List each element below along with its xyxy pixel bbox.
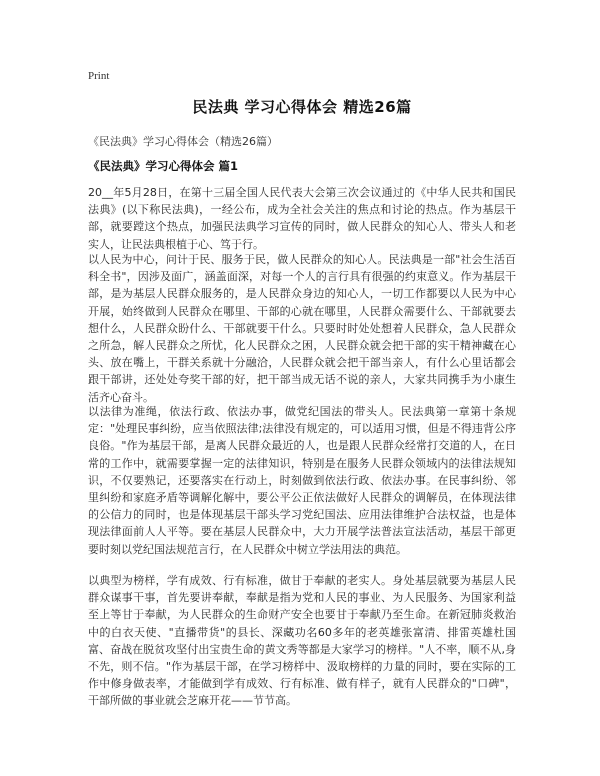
body-paragraph-3: 以法律为准绳，依法行政、依法办事，做党纪国法的带头人。民法典第一章第十条规定："处理民事纠纷，应当依照法律;法律没有规定的，可以适用习惯，但是不得违背公序良俗。"作为基层干部，是离人民群众最近的人，也是跟人民群众经常打交道的人，在日常的工作中，就需要掌握一定的法律知识，特别是在服务人民群众领域内的法律法规知识，不仅要熟记，还要落实在行动上，时刻做到依法行政、依法办事。在民事纠纷、邻里纠纷和家庭矛盾等调解化解中，要公平公正依法做好人民群众的调解员，在体现法律的公信力的同时，也是体现基层干部头学习党纪国法、应用法律维护合法权益，也是体现法律面前人人平等。要在基层人民群众中，大力开展学法普法宣法活动，基层干部更要时刻以党纪国法规范言行，在人民群众中树立学法用法的典范。 <box>88 405 516 556</box>
document-title: 民法典 学习心得体会 精选26篇 <box>192 98 412 116</box>
document-subtitle: 《民法典》学习心得体会（精选26篇） <box>88 135 278 148</box>
body-paragraph-2: 以人民为中心，问计于民、服务于民，做人民群众的知心人。民法典是一部"社会生活百科全书"，因涉及面广，涵盖面深，对每一个人的言行具有很强的约束意义。作为基层干部，是为基层人民群众服务的，是人民群众身边的知心人，一切工作都要以人民为中心开展，始终做到人民群众在哪里、干部的心就在哪里，人民群众需要什么、干部就要去想什么，人民群众盼什么、干部就要干什么。只要时时处处想着人民群众，急人民群众之所急，解人民群众之所忧，化人民群众之困，人民群众就会把干部的实干精神藏在心头、放在嘴上，干群关系就十分融洽，人民群众就会把干部当亲人，有什么心里话都会跟干部讲，还处处夸奖干部的好，把干部当成无话不说的亲人，大家共同携手为小康生活齐心奋斗。 <box>88 253 516 404</box>
print-label: Print <box>88 70 110 82</box>
body-paragraph-1: 20__年5月28日，在第十三届全国人民代表大会第三次会议通过的《中华人民共和国民法典》(以下称民法典)，一经公布，成为全社会关注的焦点和讨论的热点。作为基层干部，就要蹚这个热点，加强民法典学习宣传的同时，做人民群众的知心人、带头人和老实人，让民法典根植于心、笃于行。 <box>88 186 516 251</box>
body-paragraph-4: 以典型为榜样，学有成效、行有标准，做甘于奉献的老实人。身处基层就要为基层人民群众谋事干事，首先要讲奉献，奉献是指为党和人民的事业、为人民服务、为国家利益至上等甘于奉献，为人民群众的生命财产安全也要甘于奉献乃至生命。在新冠肺炎救治中的白衣天使、"直播带货"的县长、深藏功名60多年的老英雄张富清、排雷英雄杜国富、奋战在脱贫攻坚付出宝贵生命的黄文秀等都是大家学习的榜样。"人不率，顺不从,身不先，则不信。"作为基层干部，在学习榜样中、汲取榜样的力量的同时，要在实际的工作中修身做表率，才能做到学有成效、行有标准、做有样子，就有人民群众的"口碑"，干部所做的事业就会芝麻开花——节节高。 <box>88 574 516 708</box>
section-heading: 《民法典》学习心得体会 篇1 <box>88 159 239 173</box>
